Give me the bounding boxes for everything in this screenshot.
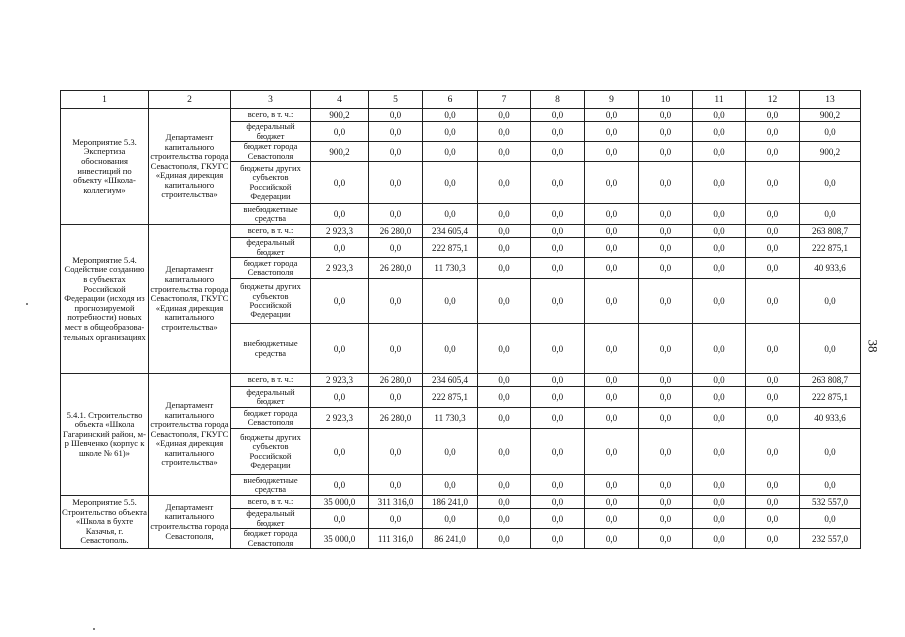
value-cell: 0,0 [531, 279, 585, 324]
value-cell: 222 875,1 [800, 387, 861, 408]
value-cell: 0,0 [639, 204, 693, 225]
value-cell: 0,0 [585, 387, 639, 408]
value-cell: 0,0 [746, 496, 800, 509]
table-row [61, 109, 861, 122]
value-cell: 0,0 [478, 238, 531, 258]
value-cell: 0,0 [478, 429, 531, 475]
value-cell: 900,2 [311, 142, 369, 162]
value-cell: 0,0 [531, 374, 585, 387]
value-cell: 0,0 [311, 238, 369, 258]
scan-speck [26, 303, 28, 305]
value-cell: 2 923,3 [311, 258, 369, 279]
value-cell: 0,0 [423, 324, 478, 374]
budget-source-label: бюджет города Севастополя [231, 258, 311, 279]
value-cell: 0,0 [693, 109, 746, 122]
value-cell: 0,0 [800, 279, 861, 324]
value-cell: 86 241,0 [423, 529, 478, 549]
value-cell: 0,0 [693, 279, 746, 324]
value-cell: 0,0 [531, 258, 585, 279]
value-cell: 0,0 [311, 279, 369, 324]
value-cell: 0,0 [585, 238, 639, 258]
value-cell: 0,0 [369, 324, 423, 374]
budget-source-label: бюджет города Севастополя [231, 529, 311, 549]
column-header: 3 [231, 91, 311, 109]
value-cell: 0,0 [639, 496, 693, 509]
value-cell: 40 933,6 [800, 408, 861, 429]
budget-source-label: бюджет города Севастополя [231, 408, 311, 429]
value-cell: 222 875,1 [423, 238, 478, 258]
budget-source-label: внебюджетные средства [231, 204, 311, 225]
budget-source-label: внебюджетные средства [231, 475, 311, 496]
value-cell: 0,0 [423, 509, 478, 529]
value-cell: 2 923,3 [311, 374, 369, 387]
value-cell: 0,0 [585, 509, 639, 529]
value-cell: 0,0 [531, 324, 585, 374]
value-cell: 0,0 [478, 509, 531, 529]
table-row [61, 225, 861, 238]
value-cell: 0,0 [423, 122, 478, 142]
value-cell: 0,0 [693, 324, 746, 374]
value-cell: 0,0 [311, 324, 369, 374]
value-cell: 0,0 [531, 109, 585, 122]
value-cell: 0,0 [531, 162, 585, 204]
value-cell: 11 730,3 [423, 258, 478, 279]
measure-name: Мероприятие 5.3. Экспертиза обоснования инвестиций по объекту «Школа-коллегиум» [61, 109, 149, 225]
value-cell: 0,0 [531, 142, 585, 162]
value-cell: 0,0 [585, 496, 639, 509]
value-cell: 0,0 [693, 429, 746, 475]
value-cell: 0,0 [369, 109, 423, 122]
value-cell: 2 923,3 [311, 225, 369, 238]
value-cell: 0,0 [369, 238, 423, 258]
budget-source-label: бюджеты других субъектов Российской Федерации [231, 279, 311, 324]
scan-speck [93, 628, 95, 630]
value-cell: 0,0 [478, 122, 531, 142]
value-cell: 0,0 [478, 142, 531, 162]
value-cell: 0,0 [478, 324, 531, 374]
value-cell: 0,0 [746, 387, 800, 408]
value-cell: 0,0 [311, 429, 369, 475]
column-header: 1 [61, 91, 149, 109]
value-cell: 0,0 [800, 162, 861, 204]
value-cell: 0,0 [800, 324, 861, 374]
measure-name: Мероприятие 5.4. Содействие созданию в субъектах Российской Федерации (исходя из прогнозируемой потребности) новых мест в общеобразова-тельных организациях [61, 225, 149, 374]
column-header: 4 [311, 91, 369, 109]
value-cell: 0,0 [311, 204, 369, 225]
value-cell: 0,0 [693, 238, 746, 258]
value-cell: 0,0 [423, 142, 478, 162]
value-cell: 26 280,0 [369, 258, 423, 279]
value-cell: 222 875,1 [423, 387, 478, 408]
header-row [61, 91, 861, 109]
value-cell: 0,0 [531, 387, 585, 408]
budget-source-label: федеральный бюджет [231, 387, 311, 408]
value-cell: 0,0 [423, 162, 478, 204]
value-cell: 0,0 [585, 279, 639, 324]
value-cell: 0,0 [746, 162, 800, 204]
budget-source-label: федеральный бюджет [231, 238, 311, 258]
budget-source-label: федеральный бюджет [231, 509, 311, 529]
executor-name: Департамент капитального строительства города Севастополя, ГКУГС «Единая дирекция капитального строительства» [149, 225, 231, 374]
value-cell: 0,0 [639, 475, 693, 496]
value-cell: 0,0 [639, 324, 693, 374]
value-cell: 0,0 [311, 475, 369, 496]
value-cell: 0,0 [585, 429, 639, 475]
value-cell: 0,0 [478, 475, 531, 496]
budget-table [60, 90, 861, 549]
value-cell: 0,0 [369, 387, 423, 408]
value-cell: 0,0 [746, 408, 800, 429]
value-cell: 0,0 [585, 475, 639, 496]
value-cell: 0,0 [585, 324, 639, 374]
value-cell: 0,0 [311, 162, 369, 204]
value-cell: 0,0 [693, 387, 746, 408]
value-cell: 0,0 [478, 279, 531, 324]
value-cell: 0,0 [478, 496, 531, 509]
value-cell: 0,0 [746, 225, 800, 238]
value-cell: 0,0 [746, 204, 800, 225]
value-cell: 222 875,1 [800, 238, 861, 258]
value-cell: 0,0 [311, 122, 369, 142]
value-cell: 0,0 [369, 279, 423, 324]
column-header: 8 [531, 91, 585, 109]
column-header: 5 [369, 91, 423, 109]
value-cell: 186 241,0 [423, 496, 478, 509]
value-cell: 0,0 [693, 122, 746, 142]
value-cell: 0,0 [531, 509, 585, 529]
value-cell: 0,0 [746, 475, 800, 496]
value-cell: 0,0 [639, 509, 693, 529]
value-cell: 0,0 [585, 225, 639, 238]
value-cell: 0,0 [800, 429, 861, 475]
value-cell: 0,0 [478, 408, 531, 429]
value-cell: 0,0 [478, 204, 531, 225]
value-cell: 0,0 [693, 142, 746, 162]
value-cell: 35 000,0 [311, 496, 369, 509]
budget-source-label: бюджет города Севастополя [231, 142, 311, 162]
value-cell: 0,0 [585, 122, 639, 142]
value-cell: 0,0 [531, 408, 585, 429]
executor-name: Департамент капитального строительства города Севастополя, ГКУГС «Единая дирекция капитального строительства» [149, 374, 231, 496]
value-cell: 900,2 [800, 142, 861, 162]
value-cell: 0,0 [639, 238, 693, 258]
value-cell: 0,0 [746, 142, 800, 162]
value-cell: 11 730,3 [423, 408, 478, 429]
value-cell: 0,0 [585, 109, 639, 122]
budget-source-label: всего, в т. ч.: [231, 225, 311, 238]
value-cell: 0,0 [746, 324, 800, 374]
value-cell: 111 316,0 [369, 529, 423, 549]
value-cell: 0,0 [693, 204, 746, 225]
value-cell: 0,0 [585, 258, 639, 279]
column-header: 13 [800, 91, 861, 109]
value-cell: 0,0 [693, 258, 746, 279]
value-cell: 0,0 [746, 374, 800, 387]
column-header: 10 [639, 91, 693, 109]
value-cell: 0,0 [800, 122, 861, 142]
table-row [61, 374, 861, 387]
value-cell: 0,0 [746, 238, 800, 258]
value-cell: 0,0 [478, 225, 531, 238]
value-cell: 0,0 [369, 429, 423, 475]
value-cell: 0,0 [639, 162, 693, 204]
value-cell: 0,0 [423, 109, 478, 122]
value-cell: 0,0 [585, 408, 639, 429]
value-cell: 0,0 [531, 496, 585, 509]
value-cell: 0,0 [639, 142, 693, 162]
column-header: 12 [746, 91, 800, 109]
budget-source-label: внебюджетные средства [231, 324, 311, 374]
value-cell: 0,0 [639, 225, 693, 238]
value-cell: 0,0 [369, 162, 423, 204]
value-cell: 0,0 [369, 475, 423, 496]
value-cell: 40 933,6 [800, 258, 861, 279]
budget-source-label: бюджеты других субъектов Российской Федерации [231, 162, 311, 204]
value-cell: 0,0 [478, 258, 531, 279]
value-cell: 26 280,0 [369, 408, 423, 429]
value-cell: 0,0 [693, 374, 746, 387]
value-cell: 0,0 [746, 122, 800, 142]
value-cell: 0,0 [531, 122, 585, 142]
column-header: 6 [423, 91, 478, 109]
value-cell: 2 923,3 [311, 408, 369, 429]
value-cell: 0,0 [531, 475, 585, 496]
value-cell: 0,0 [746, 509, 800, 529]
value-cell: 0,0 [693, 225, 746, 238]
value-cell: 0,0 [639, 529, 693, 549]
value-cell: 0,0 [639, 122, 693, 142]
budget-source-label: всего, в т. ч.: [231, 374, 311, 387]
value-cell: 0,0 [531, 204, 585, 225]
value-cell: 0,0 [639, 109, 693, 122]
value-cell: 0,0 [423, 279, 478, 324]
value-cell: 0,0 [746, 429, 800, 475]
value-cell: 0,0 [311, 509, 369, 529]
value-cell: 900,2 [311, 109, 369, 122]
value-cell: 0,0 [639, 429, 693, 475]
budget-source-label: всего, в т. ч.: [231, 109, 311, 122]
value-cell: 26 280,0 [369, 225, 423, 238]
value-cell: 0,0 [693, 475, 746, 496]
value-cell: 0,0 [369, 204, 423, 225]
value-cell: 0,0 [639, 258, 693, 279]
value-cell: 35 000,0 [311, 529, 369, 549]
value-cell: 0,0 [800, 509, 861, 529]
executor-name: Департамент капитального строительства города Севастополя, ГКУГС «Единая дирекция капитального строительства» [149, 109, 231, 225]
value-cell: 263 808,7 [800, 374, 861, 387]
value-cell: 0,0 [800, 475, 861, 496]
value-cell: 0,0 [746, 258, 800, 279]
value-cell: 0,0 [478, 387, 531, 408]
value-cell: 900,2 [800, 109, 861, 122]
executor-name: Департамент капитального строительства города Севастополя, [149, 496, 231, 549]
value-cell: 0,0 [585, 204, 639, 225]
value-cell: 0,0 [531, 529, 585, 549]
value-cell: 0,0 [369, 142, 423, 162]
value-cell: 0,0 [746, 109, 800, 122]
value-cell: 0,0 [639, 279, 693, 324]
value-cell: 0,0 [478, 529, 531, 549]
value-cell: 311 316,0 [369, 496, 423, 509]
value-cell: 0,0 [531, 225, 585, 238]
value-cell: 0,0 [423, 204, 478, 225]
value-cell: 234 605,4 [423, 374, 478, 387]
value-cell: 0,0 [693, 529, 746, 549]
value-cell: 0,0 [585, 142, 639, 162]
value-cell: 0,0 [531, 238, 585, 258]
value-cell: 0,0 [639, 374, 693, 387]
table-row [61, 496, 861, 509]
column-header: 11 [693, 91, 746, 109]
value-cell: 0,0 [585, 162, 639, 204]
value-cell: 0,0 [423, 475, 478, 496]
value-cell: 0,0 [746, 279, 800, 324]
value-cell: 0,0 [585, 529, 639, 549]
value-cell: 0,0 [585, 374, 639, 387]
value-cell: 0,0 [531, 429, 585, 475]
value-cell: 0,0 [693, 408, 746, 429]
value-cell: 0,0 [369, 509, 423, 529]
measure-name: Мероприятие 5.5. Строительство объекта «Школа в бухте Казачья, г. Севастополь. [61, 496, 149, 549]
value-cell: 0,0 [693, 496, 746, 509]
column-header: 9 [585, 91, 639, 109]
value-cell: 0,0 [369, 122, 423, 142]
value-cell: 0,0 [423, 429, 478, 475]
value-cell: 0,0 [478, 109, 531, 122]
value-cell: 0,0 [639, 387, 693, 408]
value-cell: 0,0 [693, 162, 746, 204]
measure-name: 5.4.1. Строительство объекта «Школа Гагаринский район, м-р Шевченко (корпус к школе № 61)» [61, 374, 149, 496]
value-cell: 0,0 [746, 529, 800, 549]
value-cell: 234 605,4 [423, 225, 478, 238]
budget-source-label: всего, в т. ч.: [231, 496, 311, 509]
value-cell: 0,0 [478, 374, 531, 387]
page-number: 38 [865, 339, 881, 353]
column-header: 2 [149, 91, 231, 109]
value-cell: 0,0 [639, 408, 693, 429]
value-cell: 0,0 [478, 162, 531, 204]
budget-source-label: федеральный бюджет [231, 122, 311, 142]
value-cell: 532 557,0 [800, 496, 861, 509]
value-cell: 232 557,0 [800, 529, 861, 549]
value-cell: 263 808,7 [800, 225, 861, 238]
value-cell: 0,0 [311, 387, 369, 408]
value-cell: 0,0 [800, 204, 861, 225]
value-cell: 0,0 [693, 509, 746, 529]
value-cell: 26 280,0 [369, 374, 423, 387]
column-header: 7 [478, 91, 531, 109]
budget-source-label: бюджеты других субъектов Российской Федерации [231, 429, 311, 475]
